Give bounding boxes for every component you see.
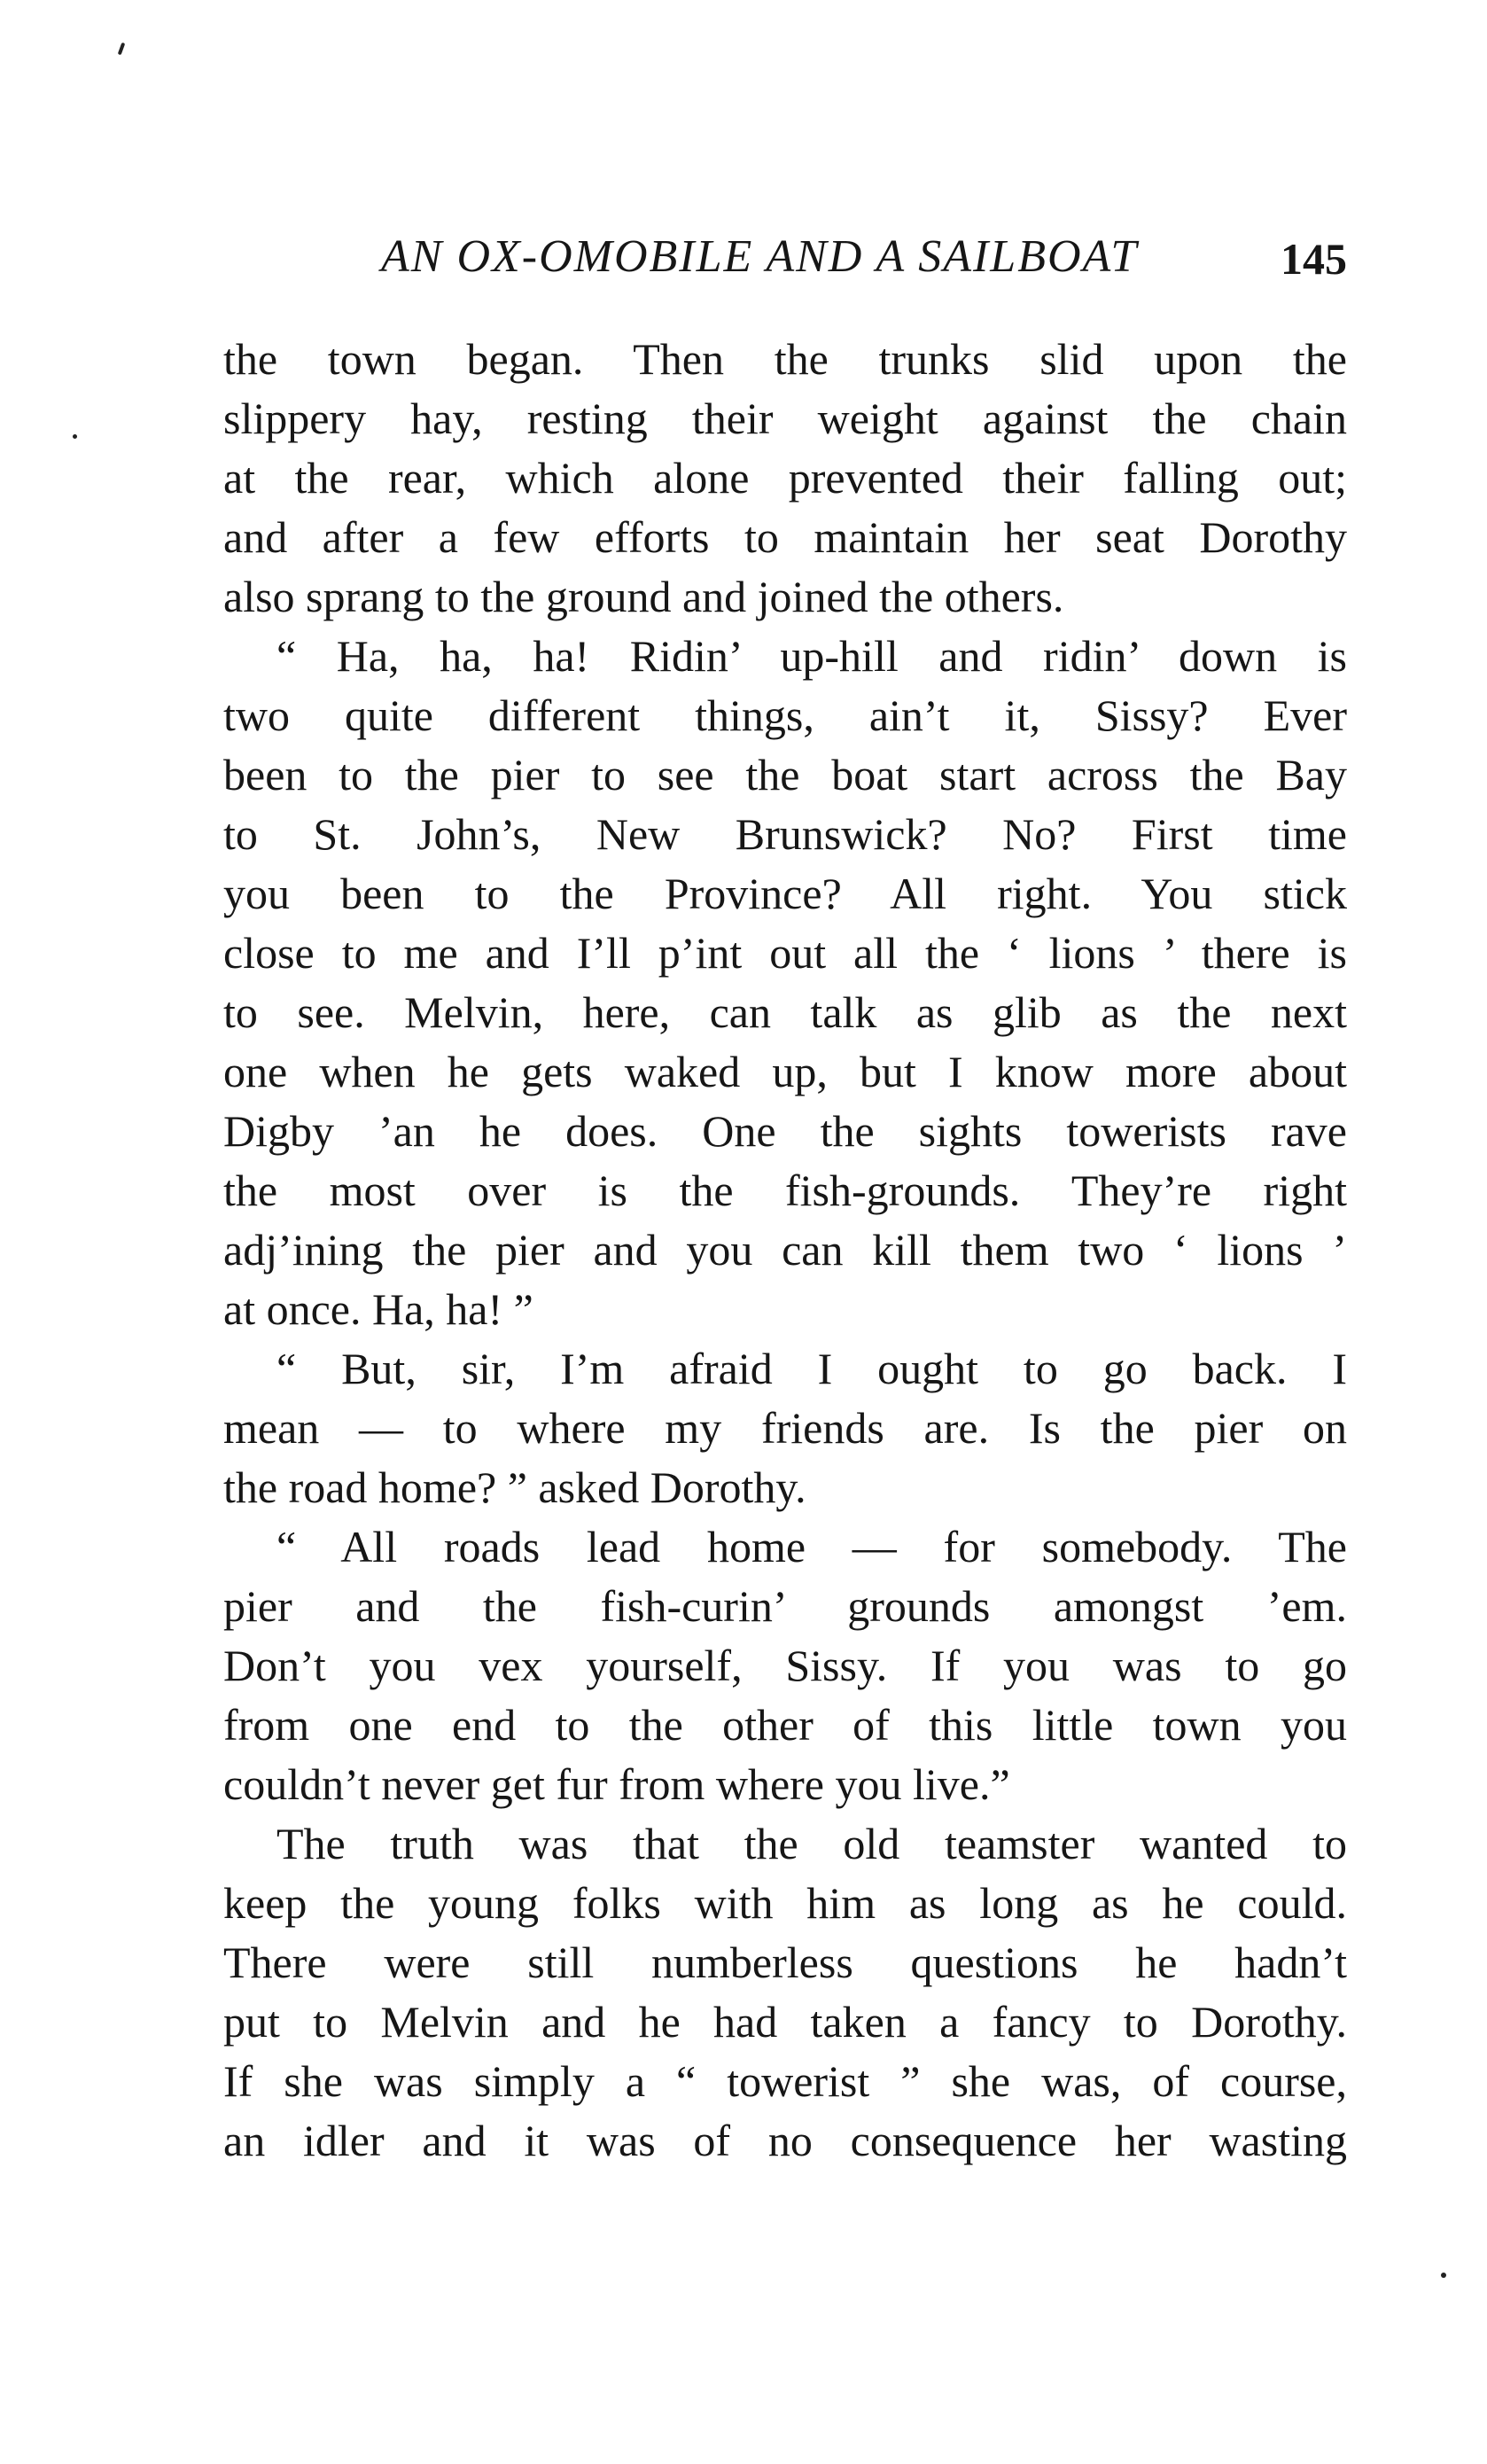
body-text: [223, 330, 1347, 2171]
text-line: put to Melvin and he had taken a fancy to Dorothy.: [223, 1997, 1347, 2047]
text-line: and after a few efforts to maintain her seat Dorothy: [223, 512, 1347, 562]
text-line: also sprang to the ground and joined the others.: [223, 572, 1064, 621]
text-line: There were still numberless questions he hadn’t: [223, 1938, 1347, 1987]
text-line: Digby ’an he does. One the sights towerists rave: [223, 1106, 1347, 1156]
text-line: close to me and I’ll p’int out all the ‘ lions ’ there is: [223, 928, 1347, 978]
text-line: to St. John’s, New Brunswick? No? First time: [223, 809, 1347, 859]
text-line: been to the pier to see the boat start across the Bay: [223, 750, 1347, 799]
text-line: “ Ha, ha, ha! Ridin’ up-hill and ridin’ down is: [276, 631, 1347, 681]
text-line: keep the young folks with him as long as he could.: [223, 1878, 1347, 1928]
running-head: [222, 226, 1347, 288]
text-line: pier and the fish-curin’ grounds amongst ’em.: [223, 1581, 1347, 1631]
text-line: from one end to the other of this little town you: [223, 1700, 1347, 1750]
text-line: the most over is the fish-grounds. They’re right: [223, 1166, 1347, 1215]
text-line: you been to the Province? All right. You stick: [223, 869, 1347, 918]
text-line: “ But, sir, I’m afraid I ought to go back. I: [276, 1344, 1347, 1393]
text-line: two quite different things, ain’t it, Sissy? Ever: [223, 690, 1347, 740]
text-line: Don’t you vex yourself, Sissy. If you was to go: [223, 1641, 1347, 1690]
text-line: to see. Melvin, here, can talk as glib as the next: [223, 987, 1347, 1037]
text-line: the road home? ” asked Dorothy.: [223, 1462, 806, 1512]
text-line: at the rear, which alone prevented their falling out;: [223, 453, 1347, 503]
text-line: The truth was that the old teamster wanted to: [276, 1819, 1347, 1868]
text-line: If she was simply a “ towerist ” she was, of course,: [223, 2056, 1347, 2106]
text-line: at once. Ha, ha! ”: [223, 1284, 533, 1334]
text-line: slippery hay, resting their weight against the chain: [223, 394, 1347, 443]
text-line: the town began. Then the trunks slid upon the: [223, 334, 1347, 384]
print-speck-mark: [73, 434, 77, 439]
text-line: one when he gets waked up, but I know more about: [223, 1047, 1347, 1096]
print-speck-mark: [1441, 2273, 1446, 2278]
text-line: an idler and it was of no consequence her wasting: [223, 2116, 1347, 2165]
text-line: “ All roads lead home — for somebody. The: [276, 1522, 1347, 1571]
text-line: couldn’t never get fur from where you live.”: [223, 1759, 1010, 1809]
text-line: mean — to where my friends are. Is the pier on: [223, 1403, 1347, 1453]
running-title: AN OX-OMOBILE AND A SAILBOAT: [381, 231, 1139, 282]
page-number: 145: [1281, 234, 1347, 284]
text-line: adj’ining the pier and you can kill them two ‘ lions ’: [223, 1225, 1347, 1275]
print-speck-mark: [118, 43, 126, 56]
